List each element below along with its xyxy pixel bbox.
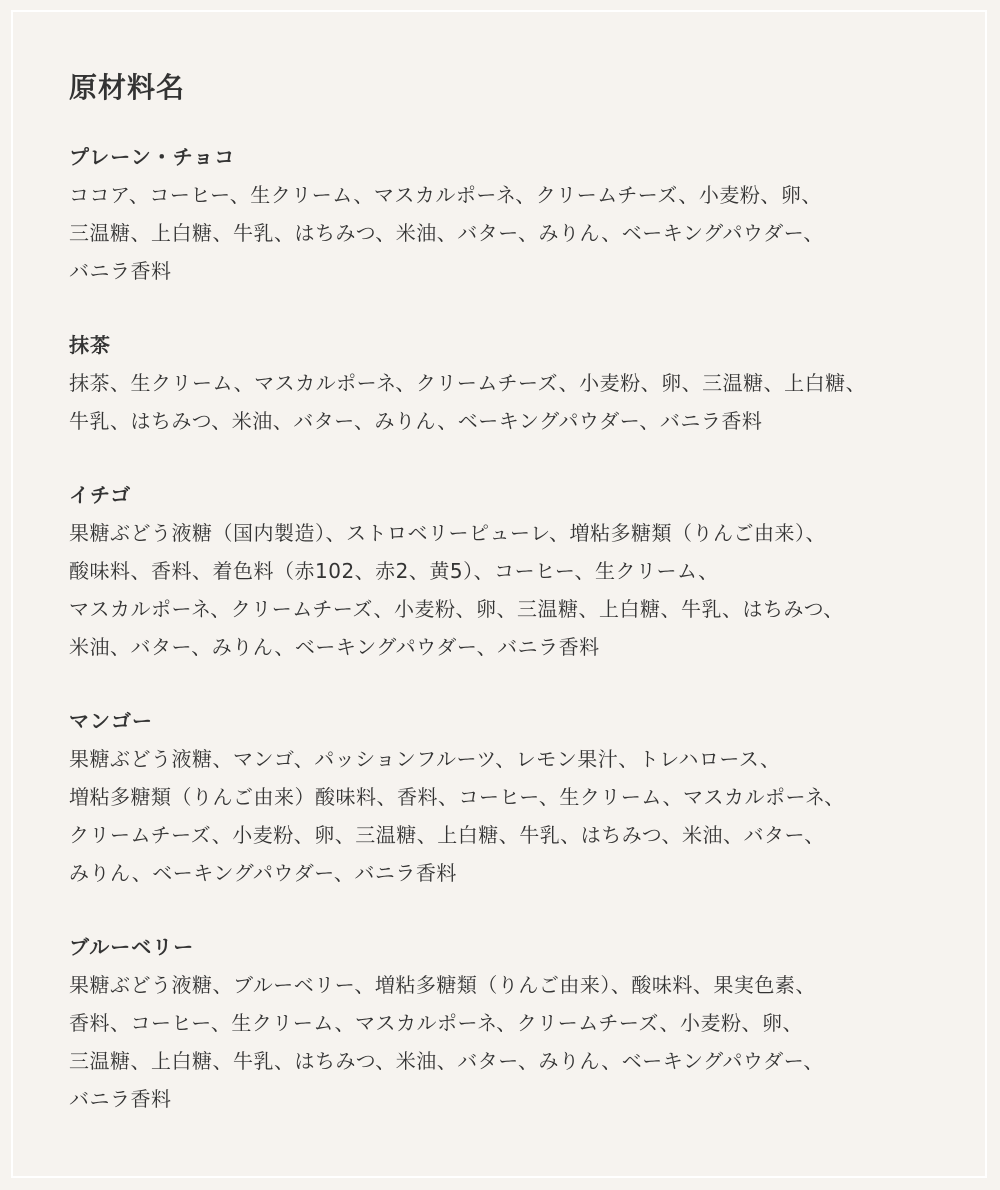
ingredient-line: 牛乳、はちみつ、米油、バター、みりん、ベーキングパウダー、バニラ香料 xyxy=(69,409,763,433)
ingredient-line: 米油、バター、みりん、ベーキングパウダー、バニラ香料 xyxy=(69,635,600,659)
ingredients-content xyxy=(69,68,969,1154)
section-heading: 抹茶 xyxy=(69,333,111,357)
ingredient-line: クリームチーズ、小麦粉、卵、三温糖、上白糖、牛乳、はちみつ、米油、バター、 xyxy=(69,823,825,847)
section-heading: イチゴ xyxy=(69,483,132,507)
section-mango xyxy=(69,702,969,892)
ingredient-line: バニラ香料 xyxy=(69,259,172,283)
ingredient-line: 三温糖、上白糖、牛乳、はちみつ、米油、バター、みりん、ベーキングパウダー、 xyxy=(69,221,824,245)
ingredient-line: バニラ香料 xyxy=(69,1087,172,1111)
section-heading: プレーン・チョコ xyxy=(69,145,236,169)
ingredient-line: 増粘多糖類（りんご由来）酸味料、香料、コーヒー、生クリーム、マスカルポーネ、 xyxy=(69,785,845,809)
page-title: 原材料名 xyxy=(69,71,186,104)
ingredient-line: 香料、コーヒー、生クリーム、マスカルポーネ、クリームチーズ、小麦粉、卵、 xyxy=(69,1011,803,1035)
ingredient-line: ココア、コーヒー、生クリーム、マスカルポーネ、クリームチーズ、小麦粉、卵、 xyxy=(69,183,822,207)
ingredient-line: 三温糖、上白糖、牛乳、はちみつ、米油、バター、みりん、ベーキングパウダー、 xyxy=(69,1049,824,1073)
section-heading: ブルーベリー xyxy=(69,935,195,959)
section-plain-choco xyxy=(69,138,969,290)
section-matcha xyxy=(69,326,969,440)
section-strawberry xyxy=(69,476,969,666)
section-heading: マンゴー xyxy=(69,709,153,733)
ingredient-line: 酸味料、香料、着色料（赤102、赤2、黄5）、コーヒー、生クリーム、 xyxy=(69,559,719,583)
ingredient-line: マスカルポーネ、クリームチーズ、小麦粉、卵、三温糖、上白糖、牛乳、はちみつ、 xyxy=(69,597,844,621)
ingredient-line: 果糖ぶどう液糖、マンゴ、パッションフルーツ、レモン果汁、トレハロース、 xyxy=(69,747,781,771)
ingredient-line: 抹茶、生クリーム、マスカルポーネ、クリームチーズ、小麦粉、卵、三温糖、上白糖、 xyxy=(69,371,867,395)
ingredient-line: 果糖ぶどう液糖（国内製造）、ストロベリーピューレ、増粘多糖類（りんご由来）、 xyxy=(69,521,826,545)
ingredient-line: みりん、ベーキングパウダー、バニラ香料 xyxy=(69,861,457,885)
ingredients-card xyxy=(11,10,987,1178)
section-blueberry xyxy=(69,928,969,1118)
ingredient-line: 果糖ぶどう液糖、ブルーベリー、増粘多糖類（りんご由来）、酸味料、果実色素、 xyxy=(69,973,816,997)
